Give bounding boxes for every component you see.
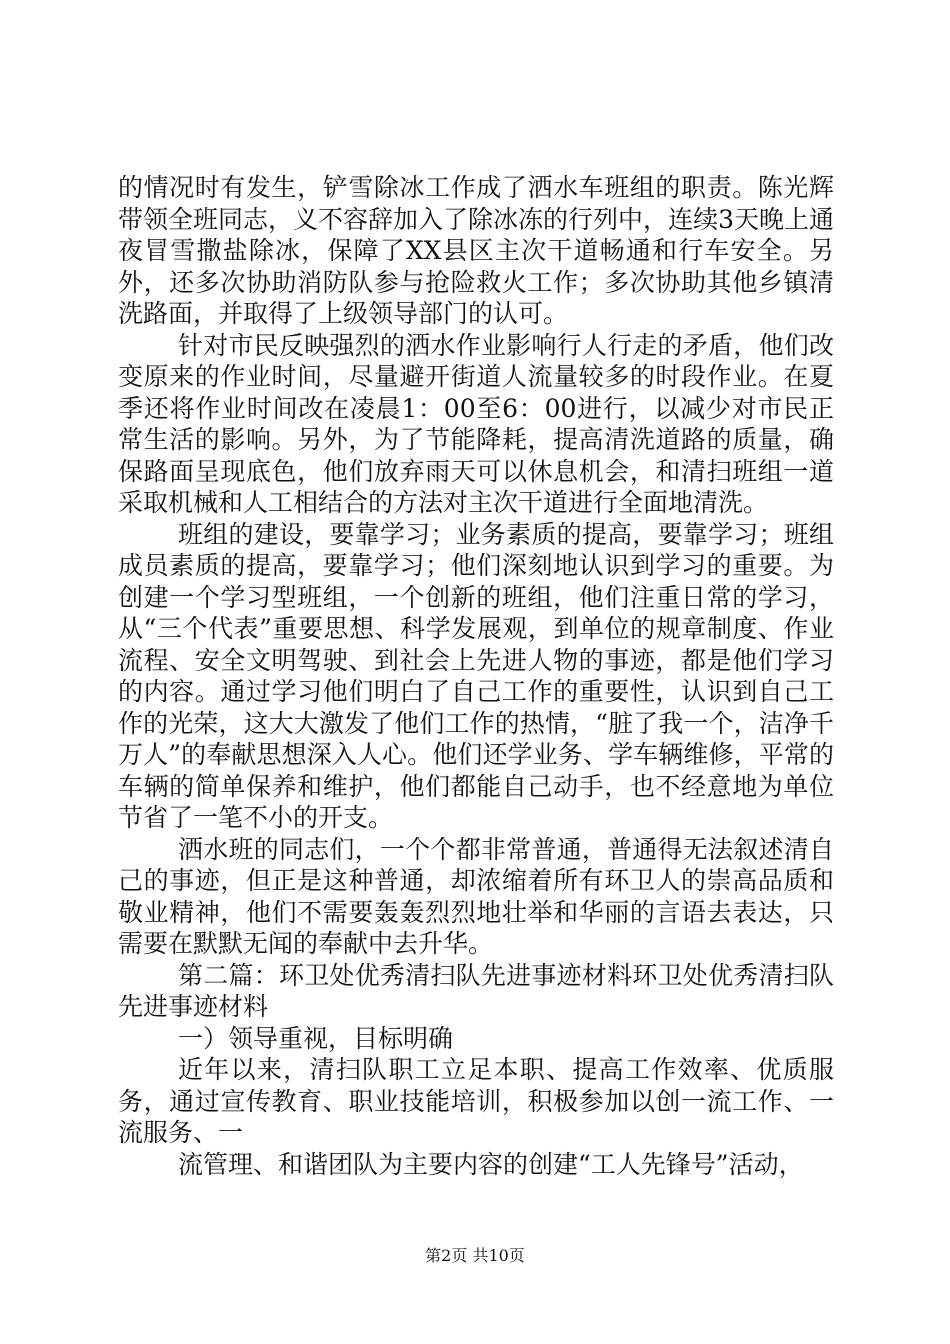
paragraph-6: 流管理、和谐团队为主要内容的创建“工人先锋号”活动，	[178, 1149, 804, 1179]
subsection-heading: 一）领导重视，目标明确	[178, 1023, 454, 1053]
paragraph-1: 的情况时有发生，铲雪除冰工作成了洒水车班组的职责。陈光辉带领全班同志，义不容辞加入了除冰冻的行列中，连续3天晚上通夜冒雪撒盐除冰，保障了XX县区主次干道畅通和行车安全。另外，还多次协助消防队参与抢险救火工作；多次协助其他乡镇清洗路面，并取得了上级领导部门的认可。	[118, 173, 834, 328]
paragraph-3: 班组的建设，要靠学习；业务素质的提高，要靠学习；班组成员素质的提高，要靠学习；他们深刻地认识到学习的重要。为创建一个学习型班组，一个创新的班组，他们注重日常的学习，从“三个代表”重要思想、科学发展观，到单位的规章制度、作业流程、安全文明驾驶、到社会上先进人物的事迹，都是他们学习的内容。通过学习他们明白了自己工作的重要性，认识到自己工作的光荣，这大大激发了他们工作的热情，“脏了我一个，洁净千万人”的奉献思想深入人心。他们还学业务、学车辆维修，平常的车辆的简单保养和维护，他们都能自己动手，也不经意地为单位节省了一笔不小的开支。	[118, 519, 834, 832]
page-number: 第2页 共10页	[425, 1246, 525, 1265]
paragraph-5: 近年以来，清扫队职工立足本职、提高工作效率、优质服务，通过宣传教育、职业技能培训，积极参加以创一流工作、一流服务、一	[118, 1055, 834, 1147]
document-body	[118, 172, 834, 1180]
paragraph-4: 洒水班的同志们，一个个都非常普通，普通得无法叙述清自己的事迹，但正是这种普通，却浓缩着所有环卫人的崇高品质和敬业精神，他们不需要轰轰烈烈地壮举和华丽的言语去表达，只需要在默默无闻的奉献中去升华。	[118, 834, 834, 958]
paragraph-2: 针对市民反映强烈的洒水作业影响行人行走的矛盾，他们改变原来的作业时间，尽量避开街道人流量较多的时段作业。在夏季还将作业时间改在凌晨1：00至6：00进行，以减少对市民正常生活的影响。另外，为了节能降耗，提高清洗道路的质量，确保路面呈现底色，他们放弃雨天可以休息机会，和清扫班组一道采取机械和人工相结合的方法对主次干道进行全面地清洗。	[118, 330, 834, 517]
section-heading: 第二篇：环卫处优秀清扫队先进事迹材料环卫处优秀清扫队先进事迹材料	[118, 960, 834, 1021]
